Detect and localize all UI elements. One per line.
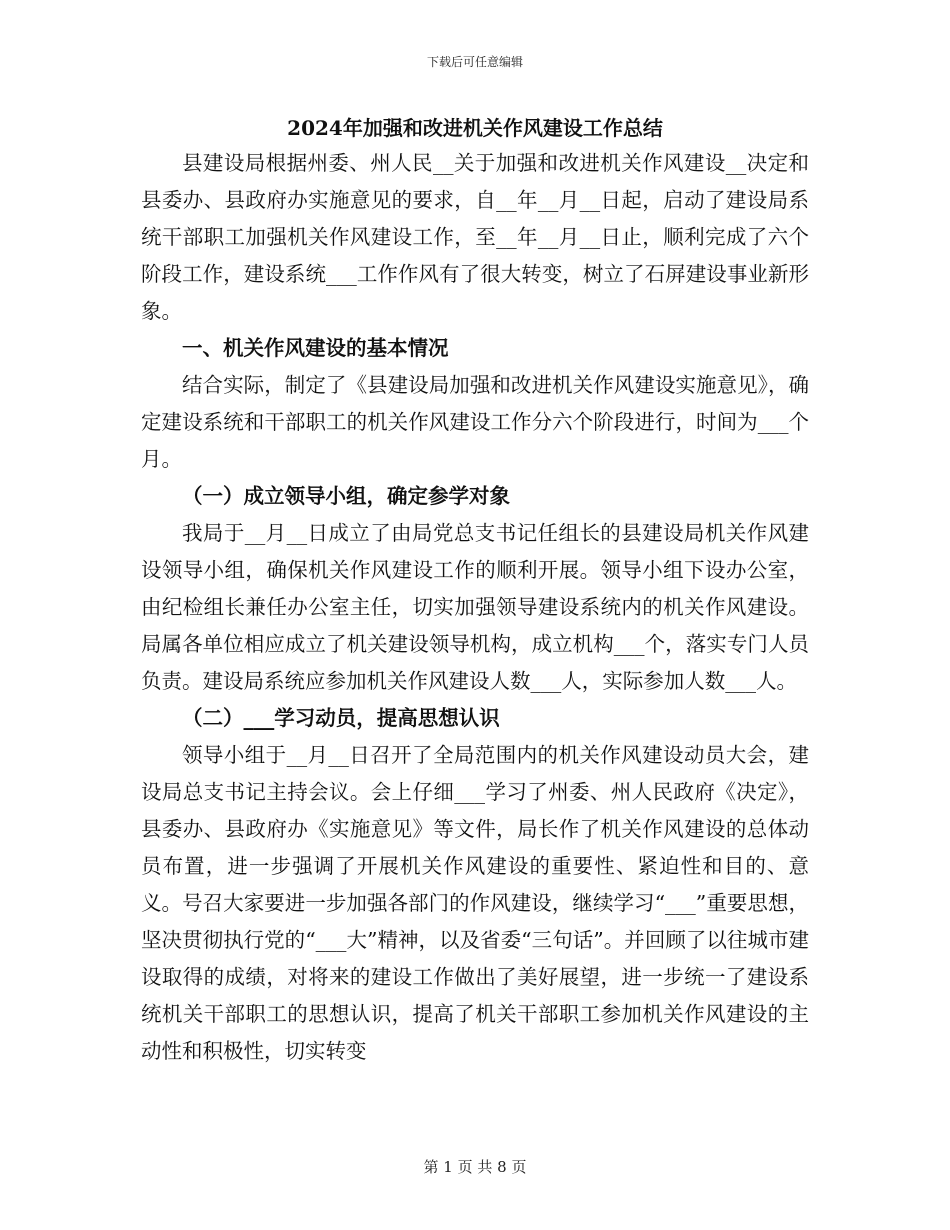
subsection-2-paragraph: 领导小组于__月__日召开了全局范围内的机关作风建设动员大会，建设局总支书记主持会议。会上仔细___学习了州委、州人民政府《决定》，县委办、县政府办《实施意见》等文件，局长作了机关作风建设的总体动员布置，进一步强调了开展机关作风建设的重要性、紧迫性和目的、意义。号召大家要进一步加强各部门的作风建设，继续学习“___”重要思想，坚决贯彻执行党的“___大”精神，以及省委“三句话”。并回顾了以往城市建设取得的成绩，对将来的建设工作做出了美好展望，进一步统一了建设系统机关干部职工的思想认识，提高了机关干部职工参加机关作风建设的主动性和积极性，切实转变 bbox=[141, 743, 809, 1063]
document-body bbox=[141, 113, 809, 1070]
subsection-1-heading: （一）成立领导小组，确定参学对象 bbox=[182, 484, 510, 508]
section-1-heading: 一、机关作风建设的基本情况 bbox=[182, 336, 449, 360]
page-number: 第 1 页 共 8 页 bbox=[423, 1158, 527, 1176]
subsection-2-heading: （二）___学习动员，提高思想认识 bbox=[182, 706, 500, 730]
section-1-paragraph: 结合实际，制定了《县建设局加强和改进机关作风建设实施意见》，确定建设系统和干部职工的机关作风建设工作分六个阶段进行，时间为___个月。 bbox=[141, 373, 809, 471]
document-title: 2024年加强和改进机关作风建设工作总结 bbox=[287, 116, 663, 140]
subsection-1-paragraph: 我局于__月__日成立了由局党总支书记任组长的县建设局机关作风建设领导小组，确保机关作风建设工作的顺利开展。领导小组下设办公室，由纪检组长兼任办公室主任，切实加强领导建设系统内的机关作风建设。局属各单位相应成立了机关建设领导机构，成立机构___个，落实专门人员负责。建设局系统应参加机关作风建设人数___人，实际参加人数___人。 bbox=[141, 521, 809, 693]
intro-paragraph: 县建设局根据州委、州人民__关于加强和改进机关作风建设__决定和县委办、县政府办实施意见的要求，自__年__月__日起，启动了建设局系统干部职工加强机关作风建设工作，至__年__月__日止，顺利完成了六个阶段工作，建设系统___工作作风有了很大转变，树立了石屏建设事业新形象。 bbox=[141, 151, 809, 323]
header-note: 下载后可任意编辑 bbox=[426, 55, 523, 69]
